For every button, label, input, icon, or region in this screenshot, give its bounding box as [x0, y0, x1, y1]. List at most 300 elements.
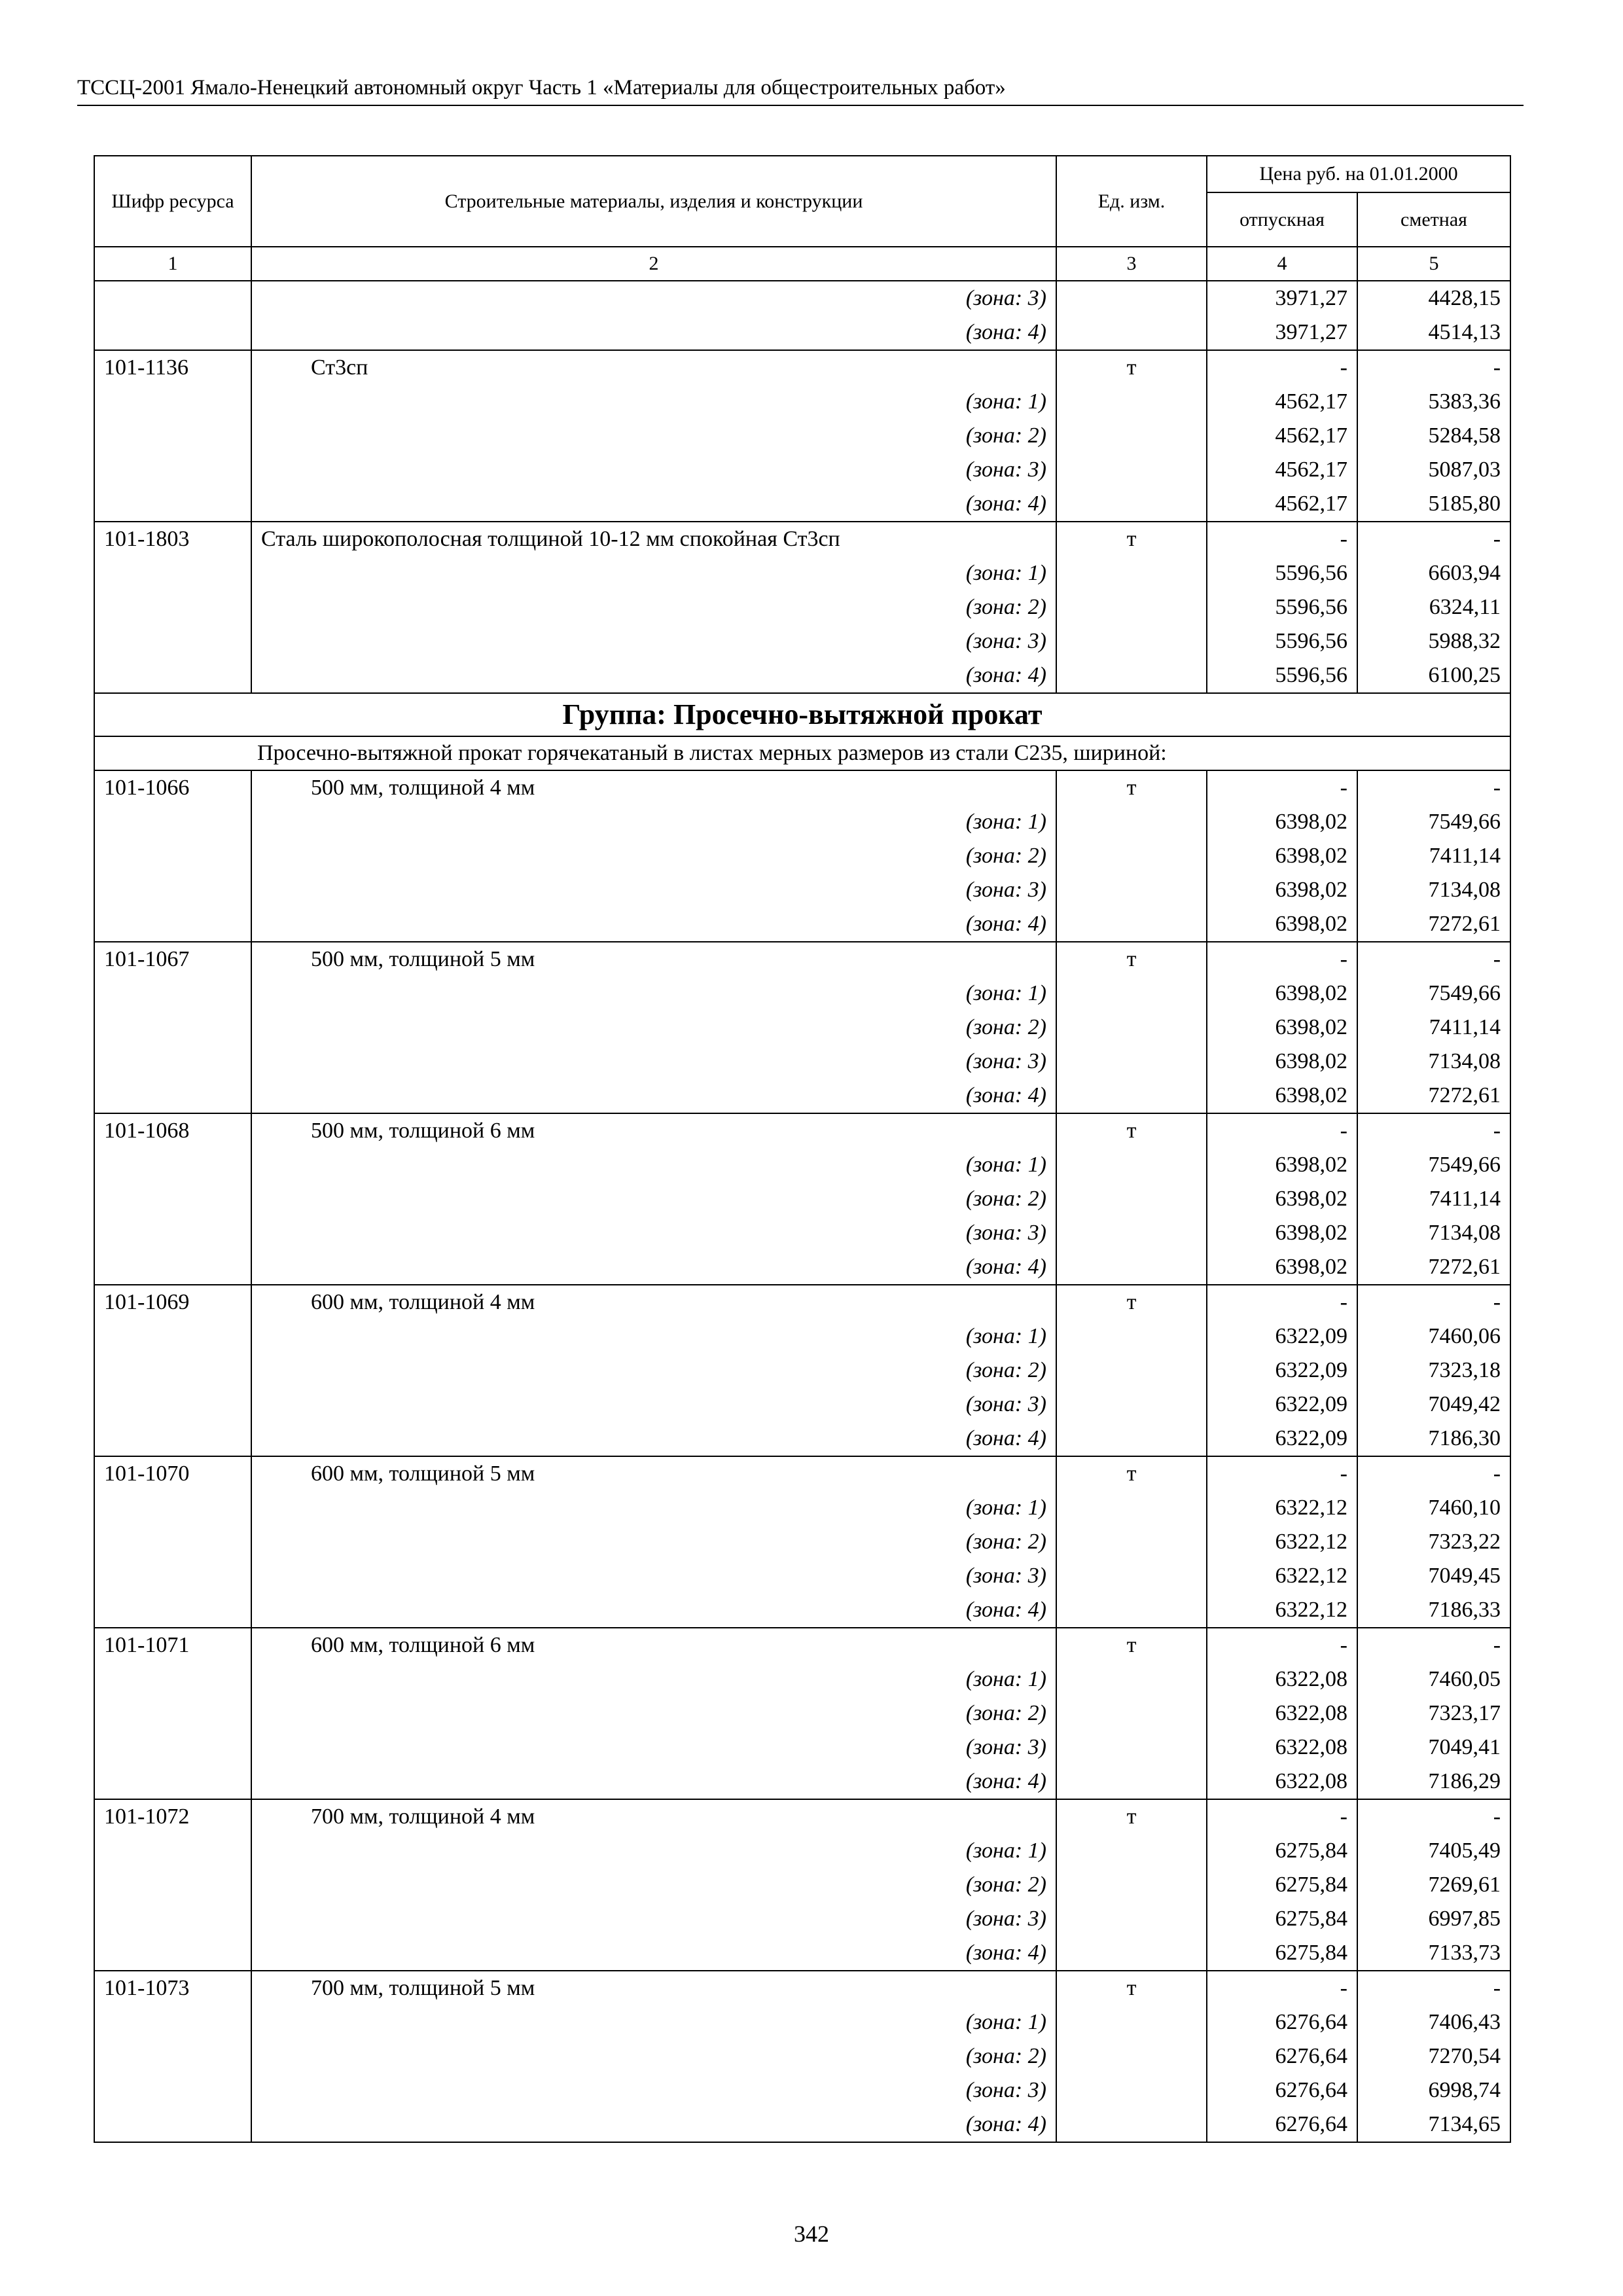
empty-cell: [1056, 487, 1207, 522]
zone-row: [94, 1250, 1510, 1285]
empty-cell: [94, 658, 251, 693]
column-header-price-estimate: сметная: [1357, 192, 1510, 247]
empty-cell: [94, 281, 251, 315]
empty-cell: [1056, 453, 1207, 487]
empty-cell: [1056, 1559, 1207, 1593]
continuation-rows: [94, 281, 1510, 350]
price-release: 3971,27: [1207, 281, 1357, 315]
table-row: [94, 1285, 1510, 1319]
empty-cell: [1056, 2039, 1207, 2073]
material-name: 700 мм, толщиной 4 мм: [251, 1799, 1056, 1834]
zone-label: (зона: 1): [251, 1319, 1056, 1354]
price-estimate: 7270,54: [1357, 2039, 1510, 2073]
empty-cell: [94, 2005, 251, 2039]
empty-cell: [1056, 556, 1207, 590]
price-estimate: 7323,22: [1357, 1525, 1510, 1559]
zone-label: (зона: 1): [251, 2005, 1056, 2039]
zone-row: [94, 1593, 1510, 1628]
price-table-header: [94, 156, 1510, 281]
unit-of-measure: т: [1056, 1456, 1207, 1491]
empty-cell: [94, 1182, 251, 1216]
zone-row: [94, 556, 1510, 590]
zone-row: [94, 1011, 1510, 1045]
empty-cell: [1056, 590, 1207, 624]
price-estimate: 7411,14: [1357, 1182, 1510, 1216]
column-number: 5: [1357, 247, 1510, 281]
price-estimate: 7411,14: [1357, 839, 1510, 873]
empty-cell: [94, 487, 251, 522]
zone-label: (зона: 2): [251, 590, 1056, 624]
price-release: 5596,56: [1207, 556, 1357, 590]
empty-cell: [1056, 1354, 1207, 1388]
price-estimate: -: [1357, 1628, 1510, 1662]
empty-cell: [94, 977, 251, 1011]
price-release: 6276,64: [1207, 2005, 1357, 2039]
zone-row: [94, 2005, 1510, 2039]
zone-row: [94, 1079, 1510, 1113]
empty-cell: [1056, 1045, 1207, 1079]
price-release: 6322,12: [1207, 1491, 1357, 1525]
zone-row: [94, 1868, 1510, 1902]
zone-row: [94, 805, 1510, 839]
price-release: 6322,09: [1207, 1319, 1357, 1354]
zone-row: [94, 873, 1510, 907]
empty-cell: [94, 1319, 251, 1354]
empty-cell: [94, 624, 251, 658]
price-release: 4562,17: [1207, 419, 1357, 453]
zone-row: [94, 977, 1510, 1011]
column-number: 2: [251, 247, 1056, 281]
zone-row: [94, 1354, 1510, 1388]
price-estimate: 7049,42: [1357, 1388, 1510, 1422]
empty-cell: [1056, 839, 1207, 873]
price-estimate: 7134,08: [1357, 1216, 1510, 1250]
column-header-price-group: Цена руб. на 01.01.2000: [1207, 156, 1510, 192]
zone-label: (зона: 4): [251, 1079, 1056, 1113]
zone-label: (зона: 4): [251, 658, 1056, 693]
empty-cell: [94, 1388, 251, 1422]
resource-code: 101-1072: [94, 1799, 251, 1834]
empty-cell: [94, 1216, 251, 1250]
price-release: -: [1207, 1628, 1357, 1662]
zone-label: (зона: 4): [251, 1593, 1056, 1628]
price-estimate: 5383,36: [1357, 385, 1510, 419]
empty-cell: [94, 419, 251, 453]
price-release: 6398,02: [1207, 1250, 1357, 1285]
zone-row: [94, 907, 1510, 942]
empty-cell: [1056, 1834, 1207, 1868]
zone-row: [94, 1148, 1510, 1182]
empty-cell: [94, 1250, 251, 1285]
price-estimate: -: [1357, 1285, 1510, 1319]
material-name: 500 мм, толщиной 6 мм: [251, 1113, 1056, 1148]
page-number: 342: [794, 2221, 829, 2247]
empty-cell: [94, 1422, 251, 1456]
price-estimate: 7134,08: [1357, 873, 1510, 907]
zone-row: [94, 590, 1510, 624]
empty-cell: [1056, 1182, 1207, 1216]
page-header-title: ТССЦ-2001 Ямало-Ненецкий автономный округ Часть 1 «Материалы для общестроительных работ»: [77, 73, 1524, 106]
material-name: 500 мм, толщиной 4 мм: [251, 770, 1056, 805]
empty-cell: [94, 556, 251, 590]
empty-cell: [1056, 873, 1207, 907]
empty-cell: [1056, 1148, 1207, 1182]
price-release: 4562,17: [1207, 385, 1357, 419]
price-release: 4562,17: [1207, 453, 1357, 487]
price-release: 6322,12: [1207, 1559, 1357, 1593]
price-estimate: 6998,74: [1357, 2073, 1510, 2108]
empty-cell: [94, 2039, 251, 2073]
price-table: [94, 155, 1511, 2143]
price-release: 6322,09: [1207, 1388, 1357, 1422]
resource-code: 101-1068: [94, 1113, 251, 1148]
column-number: 4: [1207, 247, 1357, 281]
price-release: 6322,08: [1207, 1731, 1357, 1765]
price-release: 6275,84: [1207, 1834, 1357, 1868]
empty-cell: [94, 385, 251, 419]
price-estimate: 7549,66: [1357, 1148, 1510, 1182]
price-release: 5596,56: [1207, 624, 1357, 658]
empty-cell: [94, 805, 251, 839]
zone-row: [94, 1731, 1510, 1765]
material-name: 700 мм, толщиной 5 мм: [251, 1971, 1056, 2005]
zone-row: [94, 1182, 1510, 1216]
zone-row: [94, 1765, 1510, 1799]
price-estimate: -: [1357, 942, 1510, 977]
zone-row: [94, 453, 1510, 487]
price-estimate: 5988,32: [1357, 624, 1510, 658]
price-release: 5596,56: [1207, 658, 1357, 693]
zone-row: [94, 839, 1510, 873]
price-estimate: 7133,73: [1357, 1936, 1510, 1971]
zone-label: (зона: 2): [251, 1182, 1056, 1216]
price-estimate: -: [1357, 1456, 1510, 1491]
zone-row: [94, 1525, 1510, 1559]
price-estimate: 7049,41: [1357, 1731, 1510, 1765]
empty-cell: [1056, 2073, 1207, 2108]
price-release: 6276,64: [1207, 2108, 1357, 2142]
unit-of-measure: т: [1056, 1628, 1207, 1662]
zone-label: (зона: 2): [251, 1525, 1056, 1559]
unit-of-measure: т: [1056, 1285, 1207, 1319]
price-estimate: 5185,80: [1357, 487, 1510, 522]
zone-row: [94, 1045, 1510, 1079]
empty-cell: [94, 1902, 251, 1936]
table-row: [94, 1456, 1510, 1491]
price-release: 6398,02: [1207, 839, 1357, 873]
zone-label: (зона: 2): [251, 419, 1056, 453]
price-estimate: -: [1357, 1113, 1510, 1148]
price-release: 6398,02: [1207, 1079, 1357, 1113]
empty-cell: [1056, 1696, 1207, 1731]
price-estimate: 7460,10: [1357, 1491, 1510, 1525]
empty-cell: [1056, 624, 1207, 658]
empty-cell: [1056, 977, 1207, 1011]
zone-label: (зона: 3): [251, 1731, 1056, 1765]
unit-of-measure: т: [1056, 350, 1207, 385]
price-estimate: 7272,61: [1357, 907, 1510, 942]
column-number: 3: [1056, 247, 1207, 281]
empty-cell: [94, 1045, 251, 1079]
price-release: 6398,02: [1207, 907, 1357, 942]
column-header-unit: Ед. изм.: [1056, 156, 1207, 247]
zone-row: [94, 1559, 1510, 1593]
zone-label: (зона: 3): [251, 1045, 1056, 1079]
zone-row: [94, 385, 1510, 419]
zone-row: [94, 1388, 1510, 1422]
group-section: [94, 693, 1510, 770]
material-name: Сталь широкополосная толщиной 10-12 мм спокойная Ст3сп: [251, 522, 1056, 556]
zone-label: (зона: 3): [251, 281, 1056, 315]
zone-row: [94, 1319, 1510, 1354]
zone-row: [94, 2073, 1510, 2108]
group-title: Группа: Просечно-вытяжной прокат: [94, 693, 1510, 736]
material-name: 600 мм, толщиной 5 мм: [251, 1456, 1056, 1491]
price-release: 6322,12: [1207, 1525, 1357, 1559]
price-release: 6398,02: [1207, 1011, 1357, 1045]
empty-cell: [1056, 2108, 1207, 2142]
empty-cell: [1056, 1250, 1207, 1285]
empty-cell: [94, 1559, 251, 1593]
zone-label: (зона: 4): [251, 2108, 1056, 2142]
zone-label: (зона: 3): [251, 453, 1056, 487]
table-row: [94, 942, 1510, 977]
resource-code: 101-1070: [94, 1456, 251, 1491]
price-estimate: 6997,85: [1357, 1902, 1510, 1936]
price-estimate: 7049,45: [1357, 1559, 1510, 1593]
empty-cell: [94, 590, 251, 624]
empty-cell: [94, 1011, 251, 1045]
empty-cell: [94, 1662, 251, 1696]
empty-cell: [94, 873, 251, 907]
price-release: 6276,64: [1207, 2073, 1357, 2108]
zone-row: [94, 1936, 1510, 1971]
items-before-group: [94, 350, 1510, 693]
table-row: [94, 1113, 1510, 1148]
price-estimate: 4428,15: [1357, 281, 1510, 315]
zone-label: (зона: 1): [251, 977, 1056, 1011]
price-release: 6398,02: [1207, 1045, 1357, 1079]
unit-of-measure: т: [1056, 522, 1207, 556]
empty-cell: [1056, 2005, 1207, 2039]
material-name: 600 мм, толщиной 4 мм: [251, 1285, 1056, 1319]
empty-cell: [1056, 1902, 1207, 1936]
price-estimate: 7323,17: [1357, 1696, 1510, 1731]
price-release: -: [1207, 1113, 1357, 1148]
zone-row: [94, 1696, 1510, 1731]
price-release: 6398,02: [1207, 977, 1357, 1011]
price-release: 6322,09: [1207, 1354, 1357, 1388]
zone-label: (зона: 1): [251, 1148, 1056, 1182]
resource-code: 101-1067: [94, 942, 251, 977]
price-release: 6398,02: [1207, 1182, 1357, 1216]
empty-cell: [94, 1491, 251, 1525]
column-header-price-release: отпускная: [1207, 192, 1357, 247]
price-estimate: -: [1357, 522, 1510, 556]
zone-label: (зона: 3): [251, 873, 1056, 907]
price-estimate: 7186,33: [1357, 1593, 1510, 1628]
empty-cell: [94, 907, 251, 942]
zone-label: (зона: 3): [251, 1388, 1056, 1422]
empty-cell: [94, 1148, 251, 1182]
price-estimate: 6603,94: [1357, 556, 1510, 590]
zone-row: [94, 419, 1510, 453]
zone-row: [94, 658, 1510, 693]
price-release: 5596,56: [1207, 590, 1357, 624]
empty-cell: [94, 453, 251, 487]
price-estimate: 7272,61: [1357, 1250, 1510, 1285]
price-estimate: 5087,03: [1357, 453, 1510, 487]
empty-cell: [94, 1765, 251, 1799]
price-release: -: [1207, 770, 1357, 805]
zone-label: (зона: 3): [251, 1559, 1056, 1593]
zone-label: (зона: 1): [251, 1491, 1056, 1525]
empty-cell: [1056, 1216, 1207, 1250]
price-release: 6322,08: [1207, 1765, 1357, 1799]
empty-cell: [94, 1868, 251, 1902]
price-release: -: [1207, 522, 1357, 556]
empty-cell: [1056, 315, 1207, 350]
empty-cell: [94, 1936, 251, 1971]
empty-cell: [1056, 1662, 1207, 1696]
zone-row: [94, 624, 1510, 658]
zone-label: (зона: 4): [251, 315, 1056, 350]
price-release: -: [1207, 1456, 1357, 1491]
empty-cell: [1056, 1079, 1207, 1113]
table-row: [94, 1799, 1510, 1834]
empty-cell: [94, 1696, 251, 1731]
resource-code: 101-1066: [94, 770, 251, 805]
zone-label: (зона: 2): [251, 1011, 1056, 1045]
empty-cell: [94, 1834, 251, 1868]
empty-cell: [1056, 1319, 1207, 1354]
empty-cell: [1056, 1011, 1207, 1045]
price-release: 6275,84: [1207, 1902, 1357, 1936]
empty-cell: [1056, 1765, 1207, 1799]
empty-cell: [1056, 419, 1207, 453]
material-name: 600 мм, толщиной 6 мм: [251, 1628, 1056, 1662]
price-release: -: [1207, 1971, 1357, 2005]
price-release: 6322,08: [1207, 1696, 1357, 1731]
price-release: 6322,12: [1207, 1593, 1357, 1628]
price-estimate: -: [1357, 350, 1510, 385]
empty-cell: [1056, 805, 1207, 839]
table-row: [94, 1628, 1510, 1662]
empty-cell: [1056, 658, 1207, 693]
price-release: 6398,02: [1207, 873, 1357, 907]
empty-cell: [94, 1354, 251, 1388]
price-release: 6322,08: [1207, 1662, 1357, 1696]
empty-cell: [1056, 1593, 1207, 1628]
empty-cell: [94, 1593, 251, 1628]
zone-label: (зона: 4): [251, 487, 1056, 522]
empty-cell: [1056, 385, 1207, 419]
price-estimate: 5284,58: [1357, 419, 1510, 453]
zone-label: (зона: 1): [251, 805, 1056, 839]
zone-row: [94, 2039, 1510, 2073]
unit-of-measure: т: [1056, 1971, 1207, 2005]
price-release: 6398,02: [1207, 1148, 1357, 1182]
resource-code: 101-1069: [94, 1285, 251, 1319]
price-release: 6398,02: [1207, 805, 1357, 839]
zone-label: (зона: 3): [251, 2073, 1056, 2108]
zone-label: (зона: 4): [251, 1765, 1056, 1799]
price-estimate: -: [1357, 770, 1510, 805]
price-estimate: 6324,11: [1357, 590, 1510, 624]
zone-label: (зона: 3): [251, 1902, 1056, 1936]
table-row: [94, 350, 1510, 385]
empty-cell: [94, 1079, 251, 1113]
column-header-code: Шифр ресурса: [94, 156, 251, 247]
zone-row: [94, 1491, 1510, 1525]
table-row: [94, 770, 1510, 805]
zone-row: [94, 1834, 1510, 1868]
price-release: -: [1207, 942, 1357, 977]
column-header-name: Строительные материалы, изделия и конструкции: [251, 156, 1056, 247]
resource-code: 101-1071: [94, 1628, 251, 1662]
price-release: -: [1207, 350, 1357, 385]
zone-label: (зона: 4): [251, 907, 1056, 942]
price-estimate: 7269,61: [1357, 1868, 1510, 1902]
price-release: 6275,84: [1207, 1936, 1357, 1971]
price-release: 6322,09: [1207, 1422, 1357, 1456]
empty-cell: [1056, 907, 1207, 942]
price-release: 6275,84: [1207, 1868, 1357, 1902]
price-estimate: 7549,66: [1357, 977, 1510, 1011]
column-number: 1: [94, 247, 251, 281]
price-estimate: -: [1357, 1799, 1510, 1834]
resource-code: 101-1073: [94, 1971, 251, 2005]
column-numbers-row: [94, 247, 1510, 281]
table-row: [94, 1971, 1510, 2005]
resource-code: 101-1136: [94, 350, 251, 385]
price-estimate: 7460,06: [1357, 1319, 1510, 1354]
table-row: [94, 522, 1510, 556]
price-release: -: [1207, 1799, 1357, 1834]
empty-cell: [1056, 281, 1207, 315]
subgroup-title: Просечно-вытяжной прокат горячекатаный в листах мерных размеров из стали С235, шириной:: [94, 736, 1510, 770]
zone-row: [94, 1422, 1510, 1456]
zone-label: (зона: 2): [251, 1868, 1056, 1902]
empty-cell: [1056, 1525, 1207, 1559]
unit-of-measure: т: [1056, 1113, 1207, 1148]
zone-label: (зона: 2): [251, 839, 1056, 873]
resource-code: 101-1803: [94, 522, 251, 556]
price-release: 3971,27: [1207, 315, 1357, 350]
zone-label: (зона: 1): [251, 1834, 1056, 1868]
empty-cell: [1056, 1731, 1207, 1765]
material-name: 500 мм, толщиной 5 мм: [251, 942, 1056, 977]
price-estimate: 7460,05: [1357, 1662, 1510, 1696]
zone-row: [94, 1902, 1510, 1936]
price-estimate: 7186,29: [1357, 1765, 1510, 1799]
zone-label: (зона: 1): [251, 1662, 1056, 1696]
zone-row: [94, 1662, 1510, 1696]
zone-label: (зона: 3): [251, 624, 1056, 658]
empty-cell: [1056, 1422, 1207, 1456]
empty-cell: [94, 315, 251, 350]
unit-of-measure: т: [1056, 1799, 1207, 1834]
price-estimate: 7272,61: [1357, 1079, 1510, 1113]
price-estimate: 7323,18: [1357, 1354, 1510, 1388]
zone-row: [94, 487, 1510, 522]
price-release: 6276,64: [1207, 2039, 1357, 2073]
price-release: 4562,17: [1207, 487, 1357, 522]
zone-label: (зона: 3): [251, 1216, 1056, 1250]
price-estimate: 7186,30: [1357, 1422, 1510, 1456]
empty-cell: [94, 1731, 251, 1765]
unit-of-measure: т: [1056, 770, 1207, 805]
